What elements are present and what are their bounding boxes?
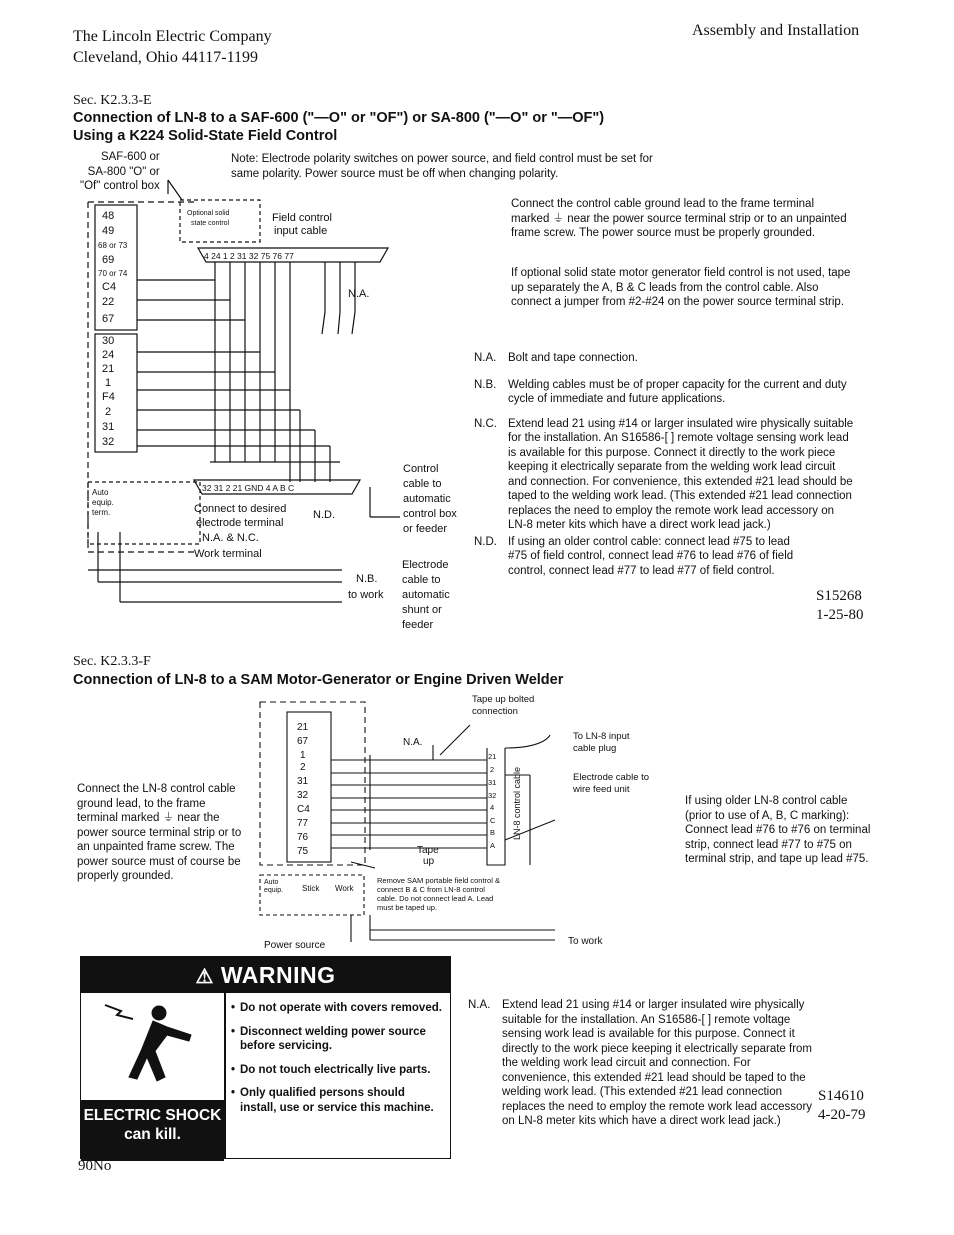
sec-f-left-paragraph: Connect the LN-8 control cable ground lead, to the frame terminal marked ⏚ near the power source terminal strip or to an unpainted frame screw. The power source must of course be properly grounded. [77,783,242,882]
cable-term-2: 2 [490,765,495,774]
remove-note-1: Remove SAM portable field control & [377,876,500,885]
cable-term-c: C [490,816,496,825]
tape-up-bolted-2: connection [472,706,518,717]
sec-f-label: Sec. K2.3.3-F [73,654,151,669]
electrode-cable-5: feeder [402,619,434,631]
to-work-label-e: to work [348,589,384,601]
note-nd: N.D. If using an older control cable: connect lead #75 to lead #75 of field control, connect lead #76 to lead #76 of field control, connect lead #77 to lead #77 of field control. [474,535,794,577]
shock-line-1: ELECTRIC SHOCK [83,1107,222,1124]
notes-e [474,351,854,578]
wiring-diagram-f [255,690,675,955]
to-work-label-f: To work [568,936,603,947]
cable-term-31: 31 [488,778,497,787]
term-32: 32 [102,436,115,448]
optional-box-line1: Optional solid [187,210,230,217]
connect-desired-1: Connect to desired [194,503,287,515]
page-code: 90No [78,1158,112,1174]
sec-e-title-line2: Using a K224 Solid-State Field Control [73,128,338,144]
warning-list [231,1001,443,1124]
sec-e-title-line1: Connection of LN-8 to a SAF-600 ("—O" or "OF") or SA-800 ("—O" or "—OF") [73,110,605,126]
shock-line-2: can kill. [124,1126,181,1143]
company-line-2: Cleveland, Ohio 44117-1199 [73,49,259,66]
na-nc-label: N.A. & N.C. [202,532,259,544]
stick-label: Stick [302,884,320,893]
tape-up-2: up [423,856,435,867]
electric-shock-icon [81,993,224,1095]
f-term-1: 1 [300,750,306,761]
term-2: 2 [105,406,112,418]
cable-term-b: B [490,828,496,837]
warning-item: • Disconnect welding power source before servicing. [231,1025,443,1054]
electrode-cable-3: automatic [402,589,450,601]
field-control-line2: input cable [274,225,328,237]
term-49: 49 [102,225,115,237]
source-label: SAF-600 or SA-800 "O" or "Of" control box [80,151,160,192]
note-na: N.A. Bolt and tape connection. [474,352,638,364]
warning-triangle-icon: ⚠ [195,966,214,988]
term-68-73: 68 or 73 [98,241,128,250]
f-term-31: 31 [297,776,309,787]
ln8-control-cable: LN-8 control cable [512,766,522,840]
tape-up-bolted-1: Tape up bolted [472,694,535,705]
auto-equip-1: Auto [92,488,109,497]
drawing-ref-e [816,587,864,625]
drawing-date-e: 1-25-80 [816,607,864,623]
na-label-f: N.A. [403,737,423,748]
auto-equip-2: equip. [92,498,114,507]
electrode-cable-2: cable to [402,574,441,586]
optional-paragraph: If optional solid state motor generator field control is not used, tape up separately the A, B & C leads from the control cable. Also connect a jumper from #2-#24 on the power source terminal strip. [511,267,851,308]
sec-f-title: Connection of LN-8 to a SAM Motor-Generator or Engine Driven Welder [73,672,564,688]
company-line-1: The Lincoln Electric Company [73,28,272,45]
control-cable-5: or feeder [403,523,448,535]
cable-term-4: 4 [490,803,495,812]
cable-term-a: A [490,841,496,850]
warning-header [81,957,450,993]
term-31: 31 [102,421,115,433]
term-1: 1 [105,377,112,389]
f-term-75: 75 [297,846,309,857]
term-f4: F4 [102,391,115,403]
auto-equip-f-1: Auto [264,879,279,886]
shock-label [81,1100,224,1161]
f-term-32: 32 [297,790,309,801]
f-term-76: 76 [297,832,309,843]
polarity-note: Note: Electrode polarity switches on power source, and field control must be set for same polarity. Power source must be off when changing polarity. [231,153,653,180]
tape-up-1: Tape [417,845,439,856]
warning-title: WARNING [220,962,336,988]
control-cable-3: automatic [403,493,451,505]
control-cable-2: cable to [403,478,442,490]
sec-e-label: Sec. K2.3.3-E [73,93,152,108]
f-term-c4: C4 [297,804,310,815]
warning-item: • Only qualified persons should install, use or service this machine. [231,1086,443,1115]
sec-f-na-note: N.A. Extend lead 21 using #14 or larger insulated wire physically suitable for the installation. An S16586-[ ] remote voltage sensing work lead is available for this purpose. Connect it directly to the work piece keeping it electrically separate from the welding work lead circuit and connection. For convenience, this extended #21 lead should be taped to the welding work lead. (This extended #21 lead connection replaces the need to employ the remote work lead accessory on LN-8 meter kits which have a direct work lead jack.) [468,999,813,1127]
field-control-line1: Field control [272,212,332,224]
to-ln8-1: To LN-8 input [573,731,630,742]
f-term-77: 77 [297,818,309,829]
electrode-cable-1: Electrode [402,559,449,571]
remove-note-2: connect B & C from LN-8 control [377,885,485,894]
cable-term-21: 21 [488,752,497,761]
work-label-f: Work [335,884,354,893]
term-21: 21 [102,363,115,375]
f-term-2: 2 [300,762,306,773]
company-name [73,26,272,68]
f-term-67: 67 [297,736,309,747]
term-30: 30 [102,335,115,347]
electrode-cable-f-1: Electrode cable to [573,772,650,783]
top-strip: 4 24 1 2 31 32 75 76 77 [204,251,294,261]
auto-equip-f-2: equip. [264,887,284,894]
connect-desired-2: electrode terminal [196,517,284,529]
note-nb: N.B. Welding cables must be of proper capacity for the current and duty cycle of immediate and future applications. [474,378,847,405]
na-label-e: N.A. [348,288,370,300]
nb-label: N.B. [356,573,378,585]
work-terminal-label: Work terminal [194,548,262,560]
shock-panel [81,993,224,1158]
term-c4: C4 [102,281,117,293]
term-24: 24 [102,349,115,361]
ground-paragraph: Connect the control cable ground lead to the frame terminal marked ⏚ near the power source terminal strip or to an unpainted frame screw. The power source must be properly grounded. [511,198,847,239]
optional-box-line2: state control [191,220,230,227]
drawing-ref-f [818,1087,866,1125]
warning-item: • Do not operate with covers removed. [231,1001,443,1016]
term-69: 69 [102,254,115,266]
f-term-21: 21 [297,722,309,733]
bottom-strip: 32 31 2 21 GND 4 A B C [202,483,295,493]
to-ln8-2: cable plug [573,743,617,754]
sec-f-right-paragraph: If using older LN-8 control cable (prior to use of A, B, C marking): Connect lead #76 to #76 on terminal strip, connect lead #77 to #75 on terminal strip, and tape up lead #75. [685,795,871,865]
power-source-label: Power source [264,940,326,951]
term-48: 48 [102,210,115,222]
drawing-date-f: 4-20-79 [818,1107,866,1123]
remove-note-3: cable. Do not connect lead A. Lead [377,894,494,903]
drawing-number-f: S14610 [818,1088,864,1104]
electrode-cable-4: shunt or [402,604,442,616]
term-70-74: 70 or 74 [98,269,128,278]
auto-equip-3: term. [92,508,111,517]
term-22: 22 [102,296,115,308]
section-title: Assembly and Installation [692,22,860,39]
warning-item: • Do not touch electrically live parts. [231,1063,443,1078]
warning-divider [224,993,226,1158]
sec-e-title [73,109,604,145]
nd-label-e: N.D. [313,509,335,521]
drawing-number-e: S15268 [816,588,862,604]
cable-term-32: 32 [488,791,497,800]
control-cable-1: Control [403,463,439,475]
warning-box [80,956,451,1159]
note-nc: N.C. Extend lead 21 using #14 or larger insulated wire physically suitable for the installation. An S16586-[ ] remote voltage sensing work lead is available for this purpose. Connect it directly to the work piece keeping it electrically separate from the welding work lead circuit and connection. For convenience, this extended #21 lead should be taped to the welding work lead. (This extended #21 lead connection replaces the need to employ the remote work lead accessory on LN-8 meter kits which have a direct work lead jack.) [474,417,854,531]
control-cable-4: control box [403,508,457,520]
electrode-cable-f-2: wire feed unit [573,784,630,795]
wiring-diagram-e [70,172,475,637]
term-67: 67 [102,313,115,325]
remove-note-4: must be taped up. [377,903,438,912]
